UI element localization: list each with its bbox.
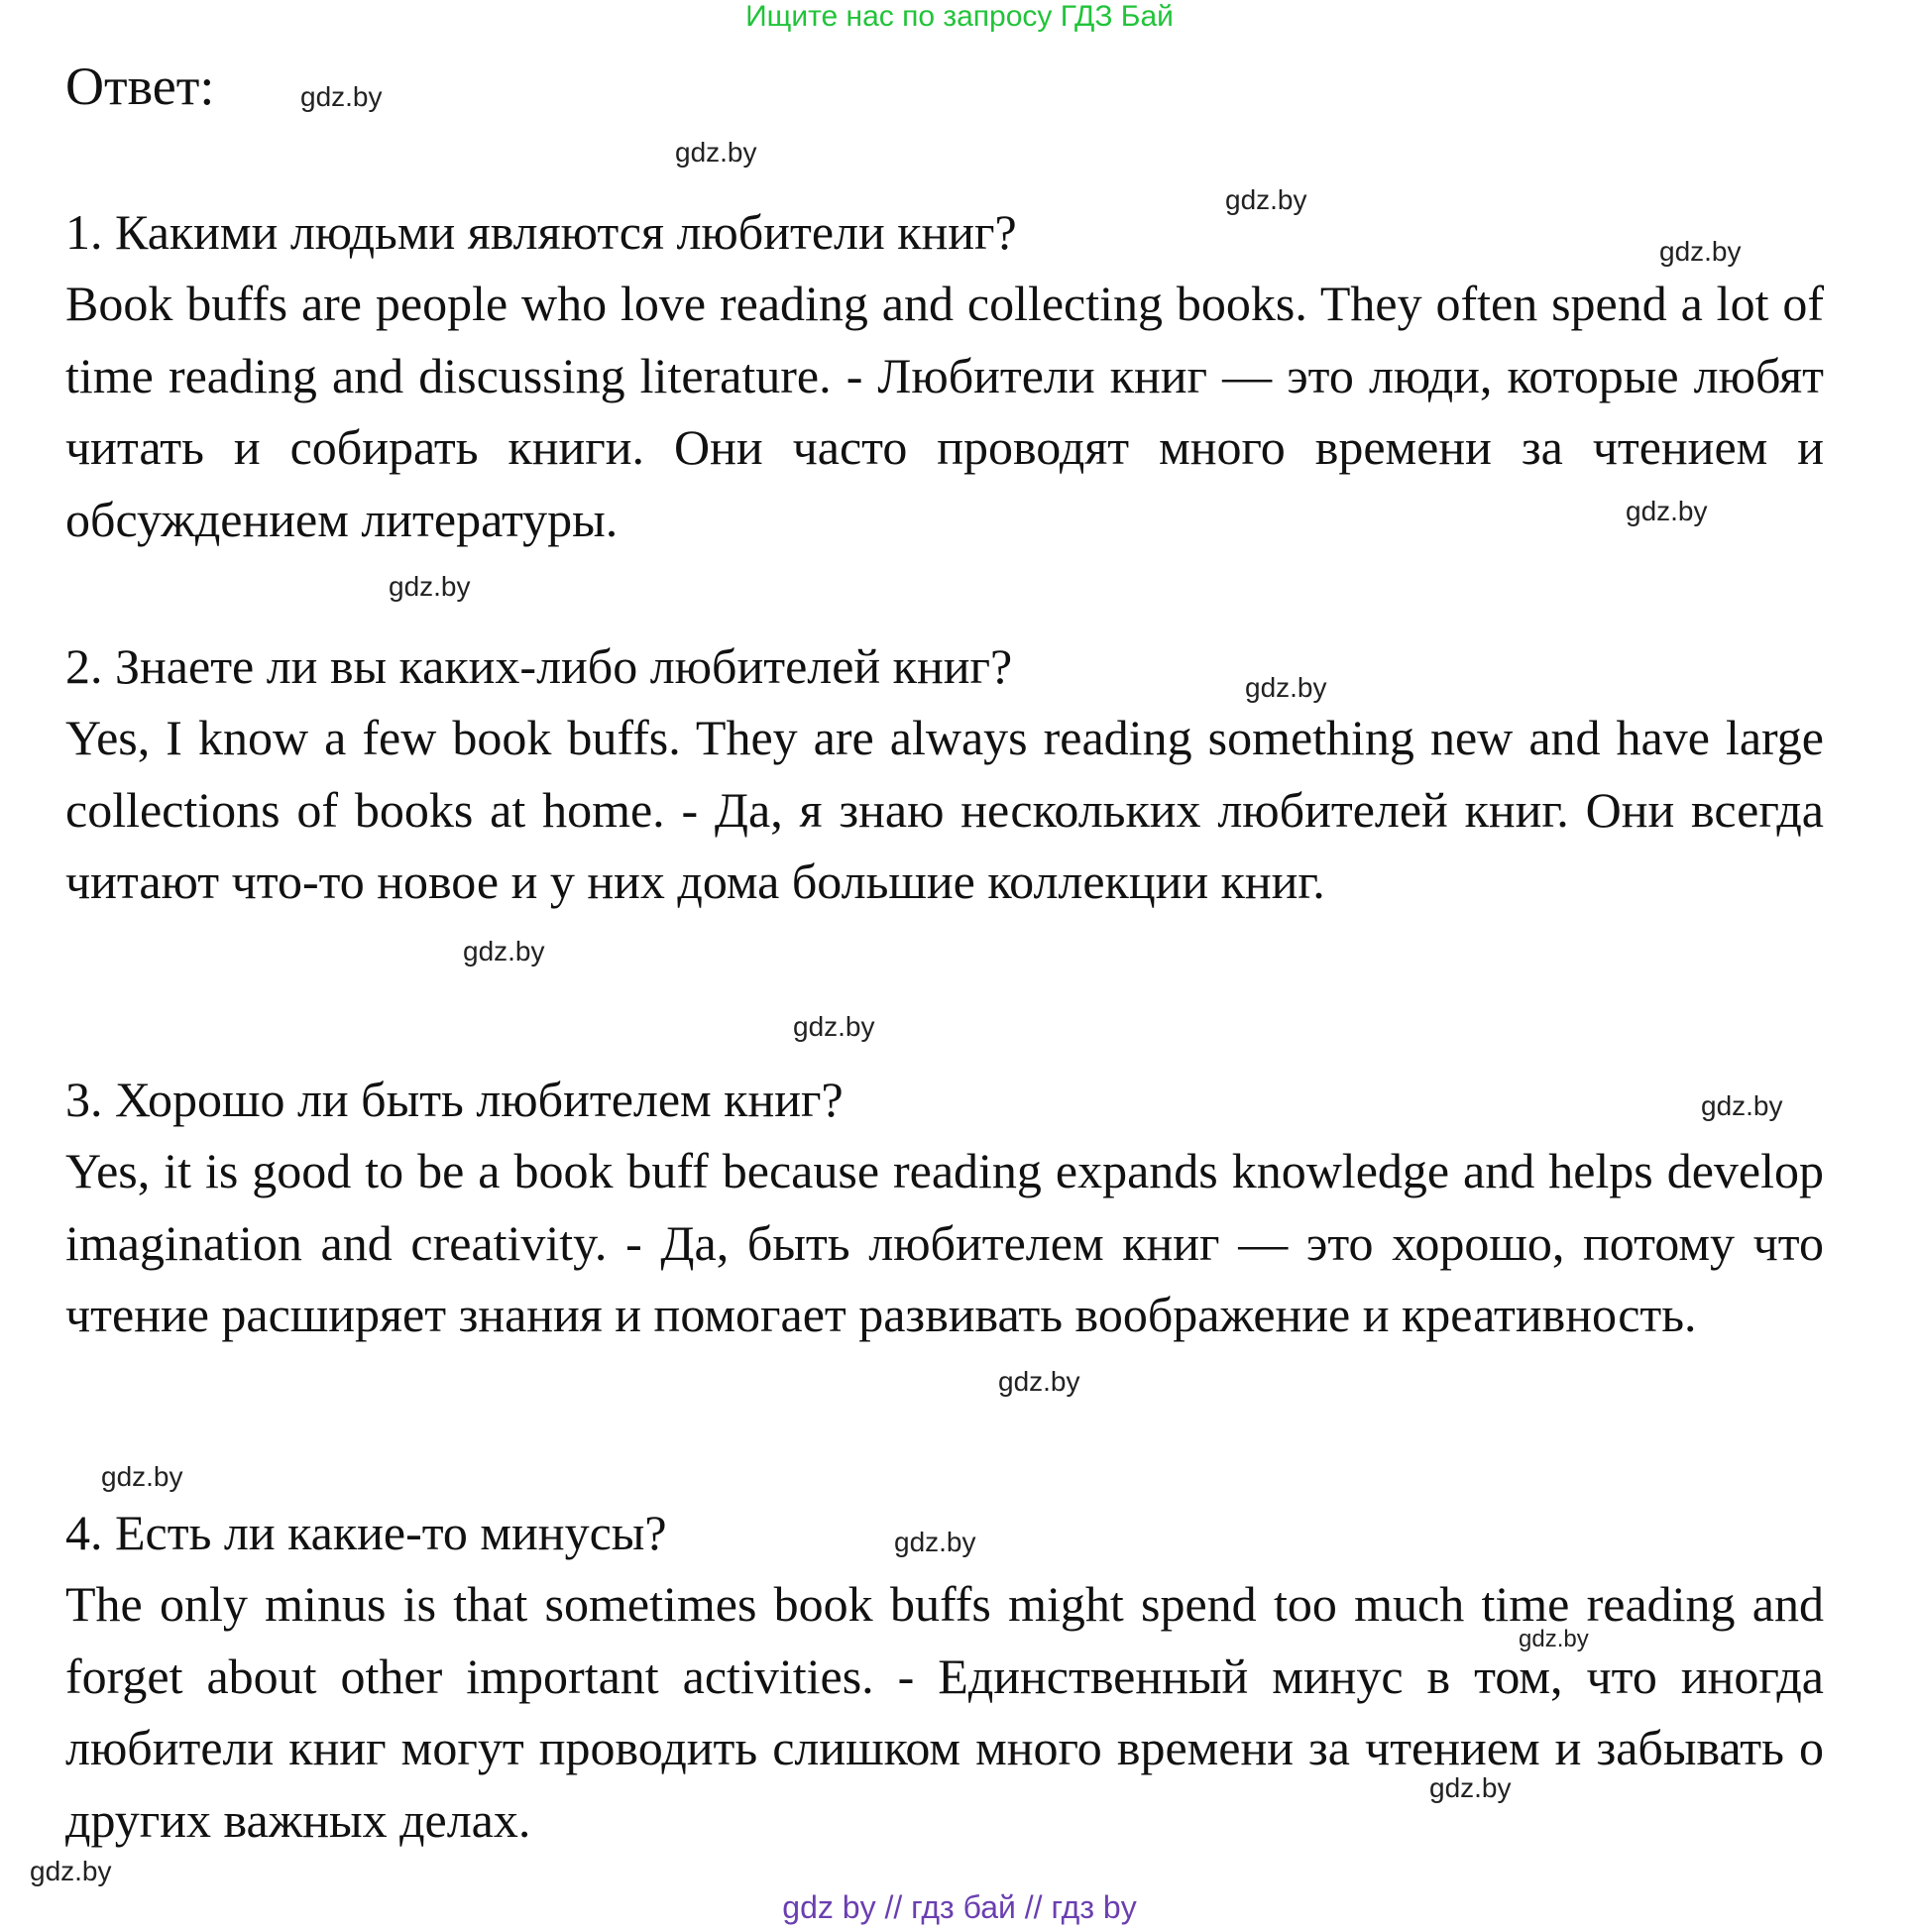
question-3: 3. Хорошо ли быть любителем книг? bbox=[65, 1072, 844, 1127]
answer-label: Ответ: bbox=[65, 57, 215, 116]
watermark: gdz.by bbox=[30, 1856, 112, 1886]
answer-2: Yes, I know a few book buffs. They are always reading something new and have large collections of books at home. - Да, я знаю нескольких любителей книг. Они всегда читают что-то новое и у них дома большие коллекции книг. bbox=[65, 710, 1824, 909]
answer-4: The only minus is that sometimes book buffs might spend too much time reading and forget about other important activities. - Единственный минус в том, что иногда любители книг могут проводить слишком много времени за чтением и забывать о других важных делах. bbox=[65, 1576, 1824, 1848]
answer-1: Book buffs are people who love reading and collecting books. They often spend a lot of time reading and discussing literature. - Любители книг — это люди, которые любят читать и собирать книги. Они часто проводят много времени за чтением и обсуждением литературы. bbox=[65, 276, 1824, 547]
watermark: gdz.by bbox=[1245, 672, 1327, 703]
watermark: gdz.by bbox=[793, 1011, 875, 1042]
watermark: gdz.by bbox=[675, 137, 757, 168]
watermark: gdz.by bbox=[1659, 236, 1742, 267]
question-4: 4. Есть ли какие-то минусы? bbox=[65, 1505, 667, 1560]
watermark: gdz.by bbox=[463, 936, 545, 966]
question-2: 2. Знаете ли вы каких-либо любителей книг? bbox=[65, 638, 1013, 694]
watermark: gdz.by bbox=[1626, 496, 1708, 526]
footer-links: gdz by // гдз бай // гдз by bbox=[782, 1889, 1137, 1925]
watermark: gdz.by bbox=[1225, 184, 1307, 215]
watermark: gdz.by bbox=[1429, 1772, 1512, 1803]
watermark: gdz.by bbox=[300, 81, 383, 112]
watermark: gdz.by bbox=[894, 1527, 976, 1557]
watermark: gdz.by bbox=[1519, 1626, 1589, 1652]
watermark: gdz.by bbox=[1701, 1090, 1783, 1121]
top-banner: Ищите нас по запросу ГДЗ Бай bbox=[745, 0, 1174, 33]
watermark: gdz.by bbox=[998, 1366, 1080, 1397]
watermark: gdz.by bbox=[389, 571, 471, 602]
answer-3: Yes, it is good to be a book buff because reading expands knowledge and helps develop imagination and creativity. - Да, быть любителем книг — это хорошо, потому что чтение расширяет знания и помогает развивать воображение и креативность. bbox=[65, 1143, 1824, 1342]
question-1: 1. Какими людьми являются любители книг? bbox=[65, 204, 1017, 260]
watermark: gdz.by bbox=[101, 1461, 183, 1492]
